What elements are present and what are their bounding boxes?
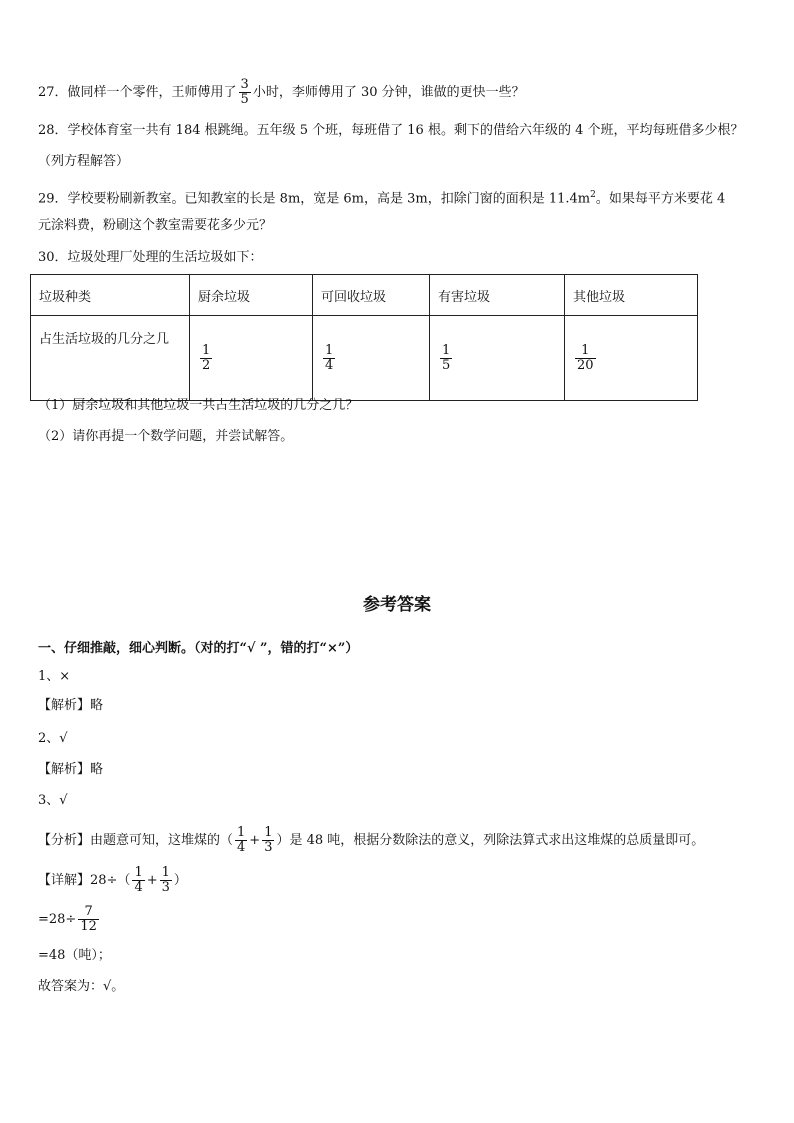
table-header-cell: 垃圾种类 bbox=[31, 275, 190, 316]
table-header-cell: 有害垃圾 bbox=[430, 275, 565, 316]
table-row bbox=[31, 316, 698, 401]
waste-table bbox=[30, 274, 698, 401]
question-29-line2: 元涂料费，粉刷这个教室需要花多少元？ bbox=[38, 218, 273, 233]
fraction-1-4: $\frac{1}{4}$ bbox=[134, 865, 143, 895]
answer-3-conclusion: 故答案为：√。 bbox=[38, 979, 125, 994]
table-header-row bbox=[31, 275, 698, 316]
q27-prefix: 27．做同样一个零件，王师傅用了 bbox=[38, 85, 237, 100]
question-30-sub1: （1）厨余垃圾和其他垃圾一共占生活垃圾的几分之几？ bbox=[38, 398, 359, 413]
table-cell bbox=[313, 316, 430, 401]
table-cell bbox=[430, 316, 565, 401]
answers-title: 参考答案 bbox=[363, 595, 431, 615]
fraction-7-12: $\frac{7}{12}$ bbox=[80, 904, 97, 934]
question-28-line2: （列方程解答） bbox=[38, 154, 130, 169]
fraction-1-2: $\frac{1}{2}$ bbox=[202, 342, 211, 373]
question-30-sub2: （2）请你再提一个数学问题，并尝试解答。 bbox=[38, 429, 294, 444]
answer-3-step1: =28÷ $\frac{7}{12}$ bbox=[38, 904, 97, 934]
answers-section-1: 一、仔细推敲，细心判断。（对的打“√ ”，错的打“×”） bbox=[38, 641, 359, 656]
answer-2: 2、√ bbox=[38, 731, 68, 746]
table-header-cell: 厨余垃圾 bbox=[190, 275, 313, 316]
fraction-1-20: $\frac{1}{20}$ bbox=[577, 342, 594, 373]
fraction-1-3: $\frac{1}{3}$ bbox=[264, 825, 273, 855]
answer-1-note: 【解析】略 bbox=[38, 698, 104, 713]
fraction-1-5: $\frac{1}{5}$ bbox=[442, 342, 451, 373]
answer-3-detail: 【详解】28÷（ $\frac{1}{4}$ + $\frac{1}{3}$ ） bbox=[38, 865, 187, 895]
fraction-1-3: $\frac{1}{3}$ bbox=[161, 865, 170, 895]
table-cell bbox=[190, 316, 313, 401]
table-header-cell: 可回收垃圾 bbox=[313, 275, 430, 316]
answer-2-note: 【解析】略 bbox=[38, 762, 104, 777]
question-30-intro: 30．垃圾处理厂处理的生活垃圾如下： bbox=[38, 250, 263, 265]
fraction-1-4: $\frac{1}{4}$ bbox=[325, 342, 334, 373]
table-row-label: 占生活垃圾的几分之几 bbox=[31, 316, 190, 401]
answer-3-step2: =48（吨）； bbox=[38, 948, 111, 963]
answer-3: 3、√ bbox=[38, 793, 68, 808]
answer-1: 1、× bbox=[38, 669, 71, 684]
question-27 bbox=[38, 78, 525, 107]
table-cell bbox=[565, 316, 698, 401]
fraction-1-4: $\frac{1}{4}$ bbox=[237, 825, 246, 855]
q27-suffix: 小时，李师傅用了 30 分钟，谁做的更快一些？ bbox=[252, 85, 525, 100]
answer-3-analysis: 【分析】由题意可知，这堆煤的（ $\frac{1}{4}$ + $\frac{1}{3}$ ）是 48 吨，根据分数除法的意义，列除法算式求出这堆煤的总质量即可。 bbox=[38, 825, 705, 855]
question-28-line1: 28．学校体育室一共有 184 根跳绳。五年级 5 个班，每班借了 16 根。剩下的借给六年级的 4 个班，平均每班借多少根？ bbox=[38, 123, 744, 138]
table-header-cell: 其他垃圾 bbox=[565, 275, 698, 316]
fraction-3-5: $\frac{3}{5}$ bbox=[240, 77, 249, 107]
question-29-line1: 29．学校要粉刷新教室。已知教室的长是 8m，宽是 6m，高是 3m，扣除门窗的面积是 $11.4m^2$。如果每平方米要花 4 bbox=[38, 190, 726, 207]
